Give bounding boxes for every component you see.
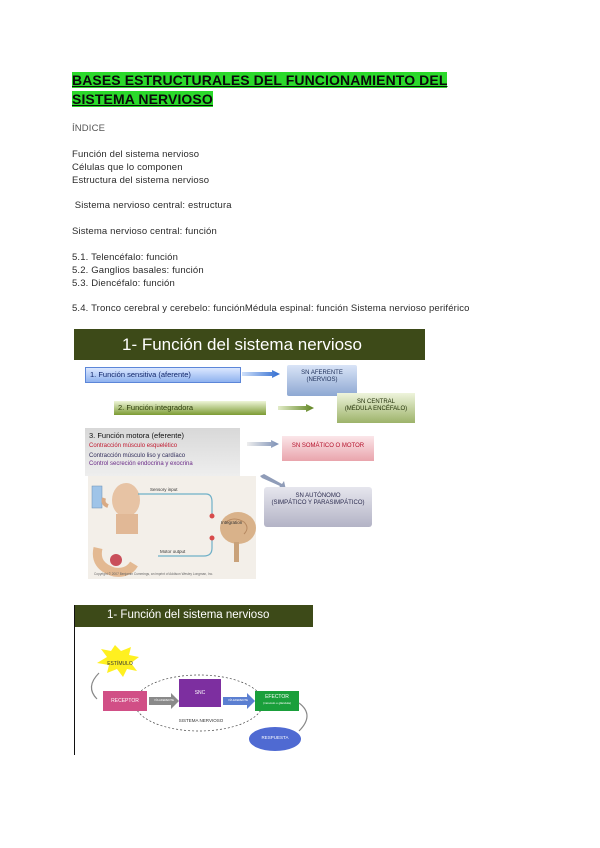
copyright-label: Copyright © 2007 Benjamin Cummings, an imprint of Addison Wesley Longman, Inc. [94,572,214,576]
sn-somatic-label: SN SOMÁTICO O MOTOR [282,436,374,461]
motor-function-title: 3. Función motora (eferente) [89,431,185,440]
effector-subtitle: (músculo o glándula) [263,701,291,705]
motor-item: Contracción músculo esquelético [89,443,178,449]
efferent-path-label: VÍA EFERENTE [227,698,249,702]
index-item: Sistema nervioso central: función [72,226,217,237]
sn-autonomic-line: (SIMPÁTICO Y PARASIMPÁTICO) [271,500,365,506]
motor-item: Control secreción endocrina y exocrina [89,461,193,467]
index-item: Sistema nervioso central: estructura [72,200,232,211]
motor-item: Contracción músculo liso y cardíaco [89,453,186,459]
index-item: Función del sistema nervioso [72,149,200,160]
sensory-input-label: Sensory input [150,487,178,492]
slide-nervous-system-functions [74,329,425,581]
nervous-system-label: SISTEMA NERVIOSO [178,718,224,723]
sensitive-function-box: 1. Función sensitiva (aferente) [85,367,241,383]
index-item: 5.1. Telencéfalo: función [72,252,179,263]
motor-function-box [85,428,240,476]
motor-output-label: Motor output [160,549,186,554]
integrative-function-box: 2. Función integradora [114,401,266,415]
index-item: Células que lo componen [72,162,183,173]
afferent-path-label: VÍA AFERENTE [154,698,174,702]
slide-header [74,329,425,360]
sn-afferent-line: (NERVIOS) [306,377,338,383]
sn-central-label [337,393,415,423]
receptor-label: RECEPTOR [111,698,139,704]
index-item: 5.3. Diencéfalo: función [72,278,175,289]
sn-central-line: SN CENTRAL [356,399,395,405]
sn-autonomic-line: SN AUTÓNOMO [295,493,341,499]
nervous-system-illustration [88,476,256,579]
arrow-right-icon [278,404,314,412]
index-item: 5.4. Tronco cerebral y cerebelo: funciónMédula espinal: función Sistema nervioso periférico [72,303,470,314]
slide-title: 1- Función del sistema nervioso [107,609,270,621]
arrow-right-icon [247,440,279,448]
sn-autonomic-label [264,487,372,527]
slide-nervous-system-flow [74,605,313,755]
snc-label: SNC [194,690,206,696]
index-heading: ÍNDICE [72,123,106,134]
response-label: RESPUESTA [261,735,289,740]
effector-label [255,694,299,706]
sn-afferent-label [287,365,357,396]
slide-title: 1- Función del sistema nervioso [122,335,363,354]
document-title: BASES ESTRUCTURALES DEL FUNCIONAMIENTO DEL SISTEMA NERVIOSO [72,72,448,107]
integration-label: Integration [221,520,243,525]
index-item: 5.2. Ganglios basales: función [72,265,204,276]
sn-central-line: (MÉDULA ENCÉFALO) [344,406,408,412]
effector-title: EFECTOR [265,694,289,700]
arrow-right-icon [242,370,280,378]
slide-header [75,605,313,627]
index-item: Estructura del sistema nervioso [72,175,210,186]
sn-afferent-line: SN AFERENTE [301,370,343,376]
stimulus-label: ESTÍMULO [107,661,133,667]
